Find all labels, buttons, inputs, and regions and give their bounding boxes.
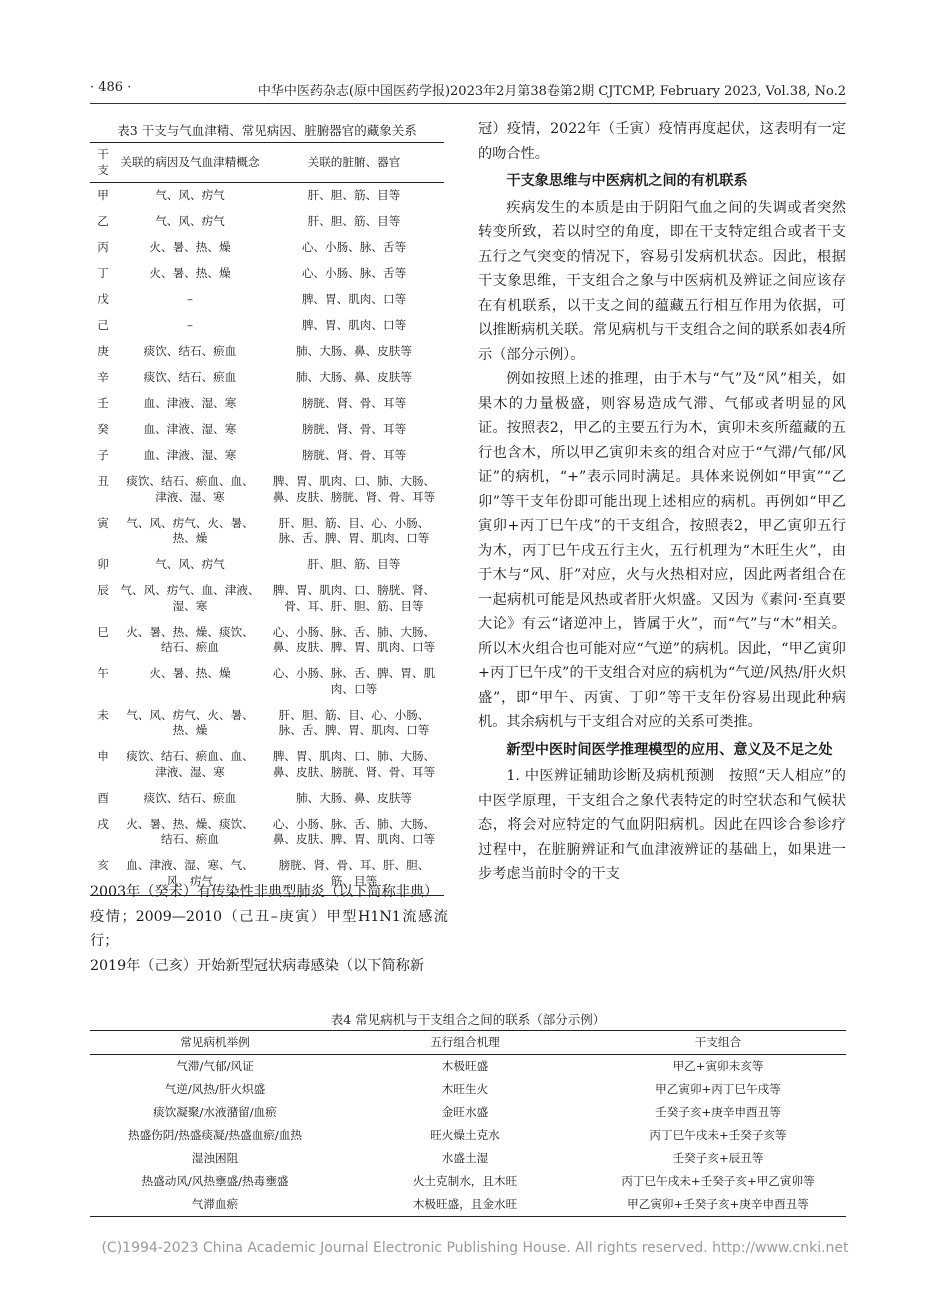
table3-cell: 痰饮、结石、瘀血 <box>143 790 237 805</box>
table4-cell: 丙丁巳午戌未+壬癸子亥等 <box>649 1128 787 1142</box>
table3-row <box>90 443 444 469</box>
table3-cell: 脾、胃、肌肉、口、肺、大肠、 鼻、皮肤、膀胱、肾、骨、耳等 <box>272 474 436 504</box>
table3-cell: 戊 <box>97 292 109 306</box>
table4-cell: 气滞/气郁/风证 <box>176 1059 254 1073</box>
table4-header-cell: 五行组合机理 <box>340 1031 590 1055</box>
table4 <box>90 1030 846 1217</box>
table4-cell: 气滞血瘀 <box>90 1193 340 1217</box>
table4-cell: 木旺生火 <box>441 1082 489 1096</box>
copyright-footer: (C)1994-2023 China Academic Journal Electronic Publishing House. All rights reserved. http://www.cnki.net <box>101 1240 849 1256</box>
table4-cell: 金旺水盛 <box>441 1105 489 1119</box>
table3 <box>90 142 444 896</box>
table3-cell: 甲 <box>97 188 109 202</box>
table4-cell: 火土克制水，且木旺 <box>412 1174 518 1188</box>
section-heading: 新型中医时间医学推理模型的应用、意义及不足之处 <box>506 741 833 758</box>
table3-cell: 痰饮、结石、瘀血、血、 津液、湿、寒 <box>126 749 254 779</box>
table3-cell: 脾、胃、肌肉、口、膀胱、肾、 骨、耳、肝、胆、筋、目等 <box>272 583 436 613</box>
table3-row <box>90 313 444 339</box>
table3-cell: 卯 <box>97 557 109 571</box>
table3-cell: 辰 <box>97 583 109 597</box>
table3-cell: 丁 <box>97 266 109 280</box>
table4-cell: 痰饮凝聚/水液潴留/血瘀 <box>153 1105 277 1119</box>
table4-cell: 甲乙寅卯+丙丁巳午戌等 <box>655 1082 781 1096</box>
table3-row <box>90 261 444 287</box>
table4-cell: 甲乙+寅卯未亥等 <box>672 1059 764 1073</box>
table3-cell: 脾、胃、肌肉、口等 <box>301 318 407 332</box>
table3-row <box>90 620 444 662</box>
table4-row <box>90 1078 846 1101</box>
paragraph: 冠）疫情，2022年（壬寅）疫情再度起伏，这表明有一定的吻合性。 <box>478 121 846 162</box>
table3-cell: 戌 <box>97 816 109 831</box>
table3-cell: 血、津液、湿、寒、气、 风、疠气 <box>116 853 264 895</box>
table3-row <box>90 417 444 443</box>
table3-cell: 丑 <box>97 474 109 488</box>
table3-cell: 膀胱、肾、骨、耳等 <box>301 396 407 410</box>
table3-header-row <box>90 143 444 183</box>
table4-cell: 热盛动风/风热壅盛/热毒壅盛 <box>141 1174 289 1188</box>
table3-row <box>90 339 444 365</box>
table4-row <box>90 1170 846 1193</box>
table4-cell: 湿浊困阻 <box>191 1151 239 1165</box>
table3-cell: 午 <box>97 666 109 680</box>
table3-row <box>90 661 444 703</box>
table3-cell: 肺、大肠、鼻、皮肤等 <box>296 370 412 384</box>
table3-row <box>90 469 444 511</box>
table3-cell: 痰饮、结石、瘀血 <box>143 344 237 358</box>
table3-cell: 辛 <box>97 370 109 384</box>
table3-cell: 火、暑、热、燥 <box>149 266 231 280</box>
left-column-text <box>90 880 448 978</box>
paragraph: 疾病发生的本质是由于阴阳气血之间的失调或者突然转变所致，若以时空的角度，即在干支特定组合或者干支五行之气突变的情况下，容易引发病机状态。因此，根据干支象思维，干支组合之象与中医病机及辨证之间应该存在有机联系，以干支之间的蕴藏五行相互作用为依据，可以推断病机关联。常见病机与干支组合之间的联系如表4所示（部分示例）。 <box>478 199 846 363</box>
table3-cell: 血、津液、湿、寒 <box>143 422 237 436</box>
table4-cell: 旺火燥土克水 <box>430 1128 500 1142</box>
table3-cell: 火、暑、热、燥 <box>149 666 231 680</box>
table3-cell: 乙 <box>97 214 109 228</box>
table3-header-cell: 关联的脏腑、器官 <box>264 143 444 183</box>
table3-row <box>90 552 444 578</box>
table3-header-cell: 关联的病因及气血津精概念 <box>116 143 264 183</box>
table3-row <box>90 786 444 812</box>
table3-row <box>90 703 444 745</box>
table3-cell: 亥 <box>90 853 116 895</box>
table3-cell: 血、津液、湿、寒 <box>143 396 237 410</box>
table3-cell: 火、暑、热、燥 <box>149 240 231 254</box>
table3-cell: 子 <box>97 448 109 462</box>
table3-cell: 心、小肠、脉、舌、脾、胃、肌 肉、口等 <box>272 666 436 696</box>
table3-cell: 痰饮、结石、瘀血、血、 津液、湿、寒 <box>126 474 254 504</box>
table3-cell: – <box>187 292 193 306</box>
table4-cell: 甲乙寅卯+壬癸子亥+庚辛申酉丑等 <box>590 1193 846 1217</box>
table3-header-cell: 干支 <box>90 143 116 183</box>
table3-cell: 气、风、疠气 <box>155 557 225 571</box>
table3-cell: 气、风、疠气、血、津液、 湿、寒 <box>120 583 260 613</box>
table3-row <box>90 511 444 553</box>
table3-cell: 寅 <box>97 515 109 530</box>
table3-cell: 庚 <box>97 344 109 358</box>
table3-cell: 气、风、疠气、火、暑、 热、燥 <box>126 515 254 545</box>
journal-title: 中华中医药杂志(原中国医药学报)2023年2月第38卷第2期 CJTCMP, February 2023, Vol.38, No.2 <box>257 84 846 99</box>
table3-row <box>90 365 444 391</box>
table4-header-cell: 常见病机举例 <box>90 1031 340 1055</box>
table4-row <box>90 1193 846 1217</box>
table4-cell: 木极旺盛，且金水旺 <box>340 1193 590 1217</box>
left-text-line: 疫情；2009—2010（己丑–庚寅）甲型H1N1流感流行； <box>90 908 448 949</box>
table3-cell: 膀胱、肾、骨、耳等 <box>301 422 407 436</box>
table3-cell: – <box>187 318 193 332</box>
right-column-text <box>478 117 846 887</box>
table3-cell: 肝、胆、筋、目等 <box>307 214 401 228</box>
table3-cell: 心、小肠、脉、舌、肺、大肠、 鼻、皮肤、脾、胃、肌肉、口等 <box>272 624 436 654</box>
left-text-line: 2003年（癸未）有传染性非典型肺炎（以下简称非典） <box>90 884 439 900</box>
table3-cell: 申 <box>97 749 109 763</box>
table3-cell: 火、暑、热、燥、痰饮、 结石、瘀血 <box>126 816 254 846</box>
paragraph: 1. 中医辨证辅助诊断及病机预测 按照“天人相应”的中医学原理，干支组合之象代表特定的时空状态和气候状态，将会对应特定的气血阴阳病机。因此在四诊合参诊疗过程中，在脏腑辨证和气血津液辨证的基础上，如果进一步考虑当前时令的干支 <box>478 768 846 882</box>
table4-row <box>90 1055 846 1079</box>
table3-cell: 酉 <box>97 790 109 805</box>
table3-cell: 血、津液、湿、寒 <box>143 448 237 462</box>
table4-cell: 水盛土湿 <box>441 1151 489 1165</box>
table3-cell: 癸 <box>97 422 109 436</box>
table3-cell: 心、小肠、脉、舌等 <box>301 240 407 254</box>
table3-row <box>90 183 444 210</box>
page-header <box>90 80 846 102</box>
table4-caption: 表4 常见病机与干支组合之间的联系（部分示例） <box>330 1012 606 1027</box>
table4-header-row <box>90 1031 846 1055</box>
table3-cell: 肝、胆、筋、目等 <box>307 188 401 202</box>
table3-row <box>90 209 444 235</box>
table4-cell: 壬癸子亥+辰丑等 <box>672 1151 764 1165</box>
table4-cell: 热盛伤阴/热盛痰凝/热盛血瘀/血热 <box>127 1128 303 1142</box>
table4-cell: 丙丁巳午戌未+壬癸子亥+甲乙寅卯等 <box>621 1174 815 1188</box>
page-number: · 486 · <box>90 80 132 95</box>
table4-cell: 壬癸子亥+庚辛申酉丑等 <box>655 1105 781 1119</box>
table4-row <box>90 1147 846 1170</box>
table3-row <box>90 391 444 417</box>
table4-row <box>90 1124 846 1147</box>
table3-cell: 肺、大肠、鼻、皮肤等 <box>296 790 412 805</box>
table3-cell: 气、风、疠气 <box>155 214 225 228</box>
table4-row <box>90 1101 846 1124</box>
table3-cell: 火、暑、热、燥、痰饮、 结石、瘀血 <box>126 624 254 654</box>
table3-cell: 巳 <box>97 624 109 639</box>
table3-row <box>90 235 444 261</box>
table3-cell: 膀胱、肾、骨、耳等 <box>301 448 407 462</box>
table3-row <box>90 744 444 786</box>
table3-cell: 气、风、疠气 <box>155 188 225 202</box>
table3-cell: 痰饮、结石、瘀血 <box>143 370 237 384</box>
table3-cell: 气、风、疠气、火、暑、 热、燥 <box>126 707 254 737</box>
table3-cell: 肝、胆、筋、目、心、小肠、 脉、舌、脾、胃、肌肉、口等 <box>278 707 430 737</box>
table3-row <box>90 812 444 854</box>
table3-body <box>90 183 444 896</box>
section-heading: 干支象思维与中医病机之间的有机联系 <box>506 173 748 189</box>
table3-row <box>90 287 444 313</box>
table3-cell: 丙 <box>97 240 109 254</box>
table3-cell: 心、小肠、脉、舌等 <box>301 266 407 280</box>
table3-cell: 壬 <box>97 396 109 410</box>
table4-header-cell: 干支组合 <box>590 1031 846 1055</box>
header-rule <box>90 103 846 104</box>
left-text-line: 2019年（己亥）开始新型冠状病毒感染（以下简称新 <box>90 957 425 974</box>
table4-body <box>90 1055 846 1217</box>
table4-cell: 木极旺盛 <box>441 1059 489 1073</box>
table4-cell: 气逆/风热/肝火炽盛 <box>164 1082 266 1096</box>
table3-cell: 肝、胆、筋、目、心、小肠、 脉、舌、脾、胃、肌肉、口等 <box>278 515 430 545</box>
table3-caption: 表3 干支与气血津精、常见病因、脏腑器官的藏象关系 <box>117 123 417 138</box>
table3-cell: 脾、胃、肌肉、口、肺、大肠、 鼻、皮肤、膀胱、肾、骨、耳等 <box>272 749 436 779</box>
table3-cell: 己 <box>97 318 109 332</box>
table3-cell: 心、小肠、脉、舌、肺、大肠、 鼻、皮肤、脾、胃、肌肉、口等 <box>272 816 436 846</box>
table3-cell: 脾、胃、肌肉、口等 <box>301 292 407 306</box>
table3-row <box>90 578 444 620</box>
table3-cell: 膀胱、肾、骨、耳、肝、胆、 筋、目等 <box>264 853 444 895</box>
table3-cell: 肝、胆、筋、目等 <box>307 557 401 571</box>
paragraph: 例如按照上述的推理，由于木与“气”及“风”相关，如果木的力量极盛，则容易造成气滞、气郁或者明显的风证。按照表2，甲乙的主要五行为木，寅卯未亥所蕴藏的五行也含木，所以甲乙寅卯未亥的组合对应于“气滞/气郁/风证”的病机，“+”表示同时满足。具体来说例如“甲寅”“乙卯”等干支年份即可能出现上述相应的病机。再例如“甲乙寅卯+丙丁巳午戌”的干支组合，按照表2，甲乙寅卯五行为木，丙丁巳午戌五行主火，五行机理为“木旺生火”，由于木与“风、肝”对应，火与火热相对应，因此两者组合在一起病机可能是风热或者肝火炽盛。又因为《素问·至真要大论》有云“诸逆冲上，皆属于火”，而“气”与“木”相关。所以木火组合也可能对应“气逆”的病机。因此，“甲乙寅卯+丙丁巳午戌”的干支组合对应的病机为“气逆/风热/肝火炽盛”，即“甲午、丙寅、丁卯”等干支年份容易出现此种病机。其余病机与干支组合对应的关系可类推。 <box>478 371 846 730</box>
table3-cell: 未 <box>97 707 109 722</box>
table3-cell: 肺、大肠、鼻、皮肤等 <box>296 344 412 358</box>
